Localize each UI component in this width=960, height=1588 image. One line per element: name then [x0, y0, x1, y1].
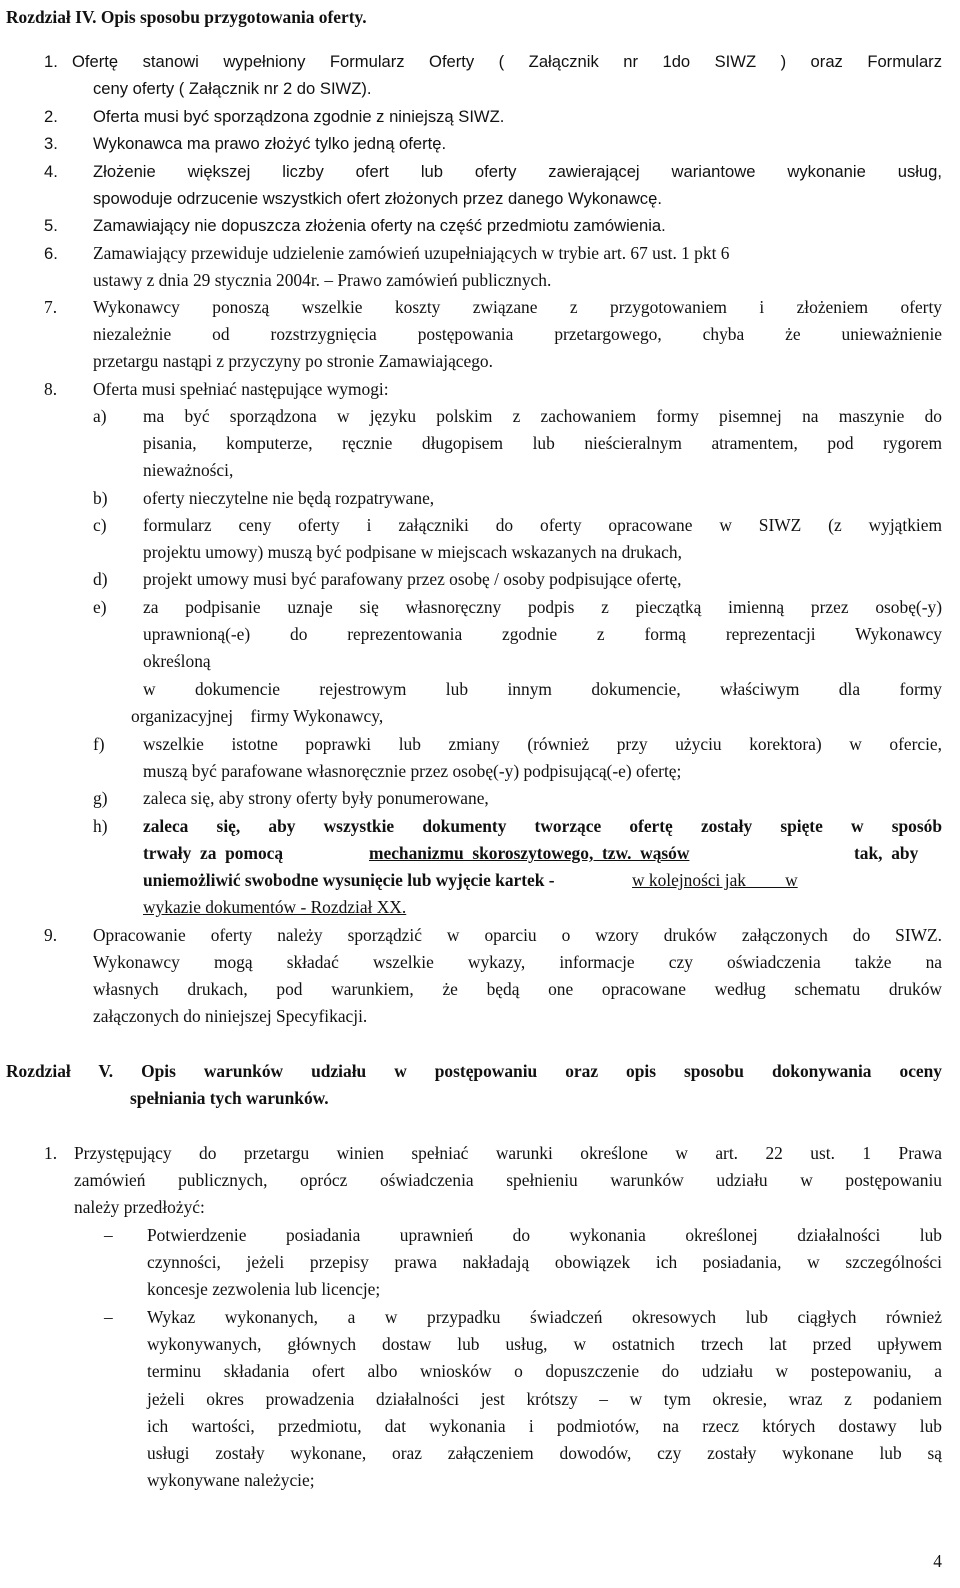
- sub-a-line-2: pisania, komputerze, ręcznie długopisem lub nieścieralnym atramentem, pod rygorem: [143, 433, 942, 453]
- item-4-line-1: Złożenie większej liczby ofert lub oferty zawierającej wariantowe wykonanie usług,: [93, 162, 942, 181]
- item-number: 7.: [44, 297, 58, 317]
- sub-d-line-1: projekt umowy musi być parafowany przez osobę / osoby podpisujące ofertę,: [143, 569, 682, 589]
- item-7-line-3: przetargu nastąpi z przyczyny po stronie Zamawiającego.: [93, 351, 493, 371]
- item-number: 9.: [44, 925, 58, 945]
- item-4-line-2: spowoduje odrzucenie wszystkich ofert złożonych przez danego Wykonawcę.: [93, 189, 662, 208]
- item-number: 1.: [44, 1143, 58, 1163]
- item-1-line-1: Ofertę stanowi wypełniony Formularz Oferty ( Załącznik nr 1do SIWZ ) oraz Formularz: [72, 52, 942, 71]
- sub-g-line-1: zaleca się, aby strony oferty były ponumerowane,: [143, 788, 489, 808]
- item-9-line-3: własnych drukach, pod warunkiem, że będą one opracowane według schematu druków: [93, 979, 942, 999]
- sub-c-line-2: projektu umowy) muszą być podpisane w miejscach wskazanych na drukach,: [143, 542, 682, 562]
- s5-item-1-line-2: zamówień publicznych, oprócz oświadczenia spełnieniu warunków udziału w postępowaniu: [74, 1170, 942, 1190]
- item-number: 4.: [44, 162, 58, 181]
- sub-a-line-3: nieważności,: [143, 460, 234, 480]
- sub-h-line-3b: w kolejności jak w: [632, 870, 798, 890]
- sub-letter: a): [93, 406, 107, 426]
- dash-1-line-1: Potwierdzenie posiadania uprawnień do wykonania określonej działalności lub: [147, 1225, 942, 1245]
- item-5-line-1: Zamawiający nie dopuszcza złożenia oferty na część przedmiotu zamówienia.: [93, 216, 666, 235]
- item-number: 6.: [44, 244, 58, 263]
- s5-item-1-line-3: należy przedłożyć:: [74, 1197, 205, 1217]
- dash-1-line-2: czynności, jeżeli przepisy prawa nakładają obowiązek ich posiadania, w szczególności: [147, 1252, 942, 1272]
- item-number: 2.: [44, 107, 58, 126]
- page-number: 4: [933, 1551, 942, 1571]
- dash-2-line-5: ich wartości, przedmiotu, dat wykonania i podmiotów, na rzecz których dostawy lub: [147, 1416, 942, 1436]
- sub-h-line-2c: tak, aby: [854, 843, 919, 863]
- sub-e-line-4: w dokumencie rejestrowym lub innym dokumencie, właściwym dla formy: [143, 679, 942, 699]
- item-number: 8.: [44, 379, 58, 399]
- sub-f-line-2: muszą być parafowane własnoręcznie przez osobę(-y) podpisującą(-e) ofertę;: [143, 761, 682, 781]
- item-2-line-1: Oferta musi być sporządzona zgodnie z niniejszą SIWZ.: [93, 107, 505, 126]
- dash-bullet: –: [104, 1225, 113, 1245]
- sub-e-line-3: określoną: [143, 651, 211, 671]
- item-7-line-1: Wykonawcy ponoszą wszelkie koszty związane z przygotowaniem i złożeniem oferty: [93, 297, 942, 317]
- dash-2-line-7: wykonywane należycie;: [147, 1470, 315, 1490]
- sub-e-line-1: za podpisanie uznaje się własnoręczny podpis z pieczątką imienną przez osobę(-y): [143, 597, 942, 617]
- sub-letter: e): [93, 597, 107, 617]
- item-3-line-1: Wykonawca ma prawo złożyć tylko jedną ofertę.: [93, 134, 447, 153]
- item-1-line-2: ceny oferty ( Załącznik nr 2 do SIWZ).: [93, 79, 372, 98]
- sub-letter: g): [93, 788, 108, 808]
- sub-letter: d): [93, 569, 108, 589]
- s5-item-1-line-1: Przystępujący do przetargu winien spełniać warunki określone w art. 22 ust. 1 Prawa: [74, 1143, 942, 1163]
- dash-2-line-2: wykonywanych, głównych dostaw lub usług, w ostatnich trzech lat przed upływem: [147, 1334, 942, 1354]
- dash-2-line-1: Wykaz wykonanych, a w przypadku świadczeń okresowych lub ciągłych również: [147, 1307, 942, 1327]
- section-4-title: Rozdział IV. Opis sposobu przygotowania oferty.: [6, 7, 367, 27]
- sub-h-line-4: wykazie dokumentów - Rozdział XX.: [143, 897, 407, 917]
- item-6-line-1: Zamawiający przewiduje udzielenie zamówień uzupełniających w trybie art. 67 ust. 1 pkt 6: [93, 243, 730, 263]
- dash-2-line-3: terminu składania ofert albo wniosków o dopuszczenie do udziału w postepowaniu, a: [147, 1361, 942, 1381]
- sub-letter: c): [93, 515, 107, 535]
- sub-c-line-1: formularz ceny oferty i załączniki do oferty opracowane w SIWZ (z wyjątkiem: [143, 515, 942, 535]
- item-number: 5.: [44, 216, 58, 235]
- dash-2-line-4: jeżeli okres prowadzenia działalności jest krótszy – w tym okresie, wraz z podaniem: [147, 1389, 942, 1409]
- item-8-line-1: Oferta musi spełniać następujące wymogi:: [93, 379, 389, 399]
- sub-h-line-2b: mechanizmu skoroszytowego, tzw. wąsów: [369, 843, 690, 863]
- section-5-title-line-1: Rozdział V. Opis warunków udziału w postępowaniu oraz opis sposobu dokonywania oceny: [6, 1061, 942, 1081]
- sub-h-line-2a: trwały za pomocą: [143, 843, 284, 863]
- sub-h-line-3a: uniemożliwić swobodne wysunięcie lub wyjęcie kartek -: [143, 870, 555, 890]
- item-7-line-2: niezależnie od rozstrzygnięcia postępowania przetargowego, chyba że unieważnienie: [93, 324, 942, 344]
- item-number: 1.: [44, 52, 58, 71]
- item-9-line-1: Opracowanie oferty należy sporządzić w oparciu o wzory druków załączonych do SIWZ.: [93, 925, 942, 945]
- item-9-line-2: Wykonawcy mogą składać wszelkie wykazy, informacje czy oświadczenia także na: [93, 952, 942, 972]
- sub-e-line-2: uprawnioną(-e) do reprezentowania zgodnie z formą reprezentacji Wykonawcy: [143, 624, 942, 644]
- sub-letter: h): [93, 816, 108, 836]
- sub-h-line-1: zaleca się, aby wszystkie dokumenty tworzące ofertę zostały spięte w sposób: [143, 816, 942, 836]
- item-number: 3.: [44, 134, 58, 153]
- dash-2-line-6: usługi zostały wykonane, oraz załączeniem dowodów, czy zostały wykonane lub są: [147, 1443, 942, 1463]
- sub-b-line-1: oferty nieczytelne nie będą rozpatrywane,: [143, 488, 435, 508]
- section-5-title-line-2: spełniania tych warunków.: [130, 1088, 329, 1108]
- sub-letter: f): [93, 734, 105, 754]
- sub-a-line-1: ma być sporządzona w języku polskim z zachowaniem formy pisemnej na maszynie do: [143, 406, 942, 426]
- sub-e-line-5: organizacyjnej firmy Wykonawcy,: [131, 706, 384, 726]
- dash-1-line-3: koncesje zezwolenia lub licencje;: [147, 1279, 381, 1299]
- item-6-line-2: ustawy z dnia 29 stycznia 2004r. – Prawo zamówień publicznych.: [93, 270, 552, 290]
- dash-bullet: –: [104, 1307, 113, 1327]
- item-9-line-4: załączonych do niniejszej Specyfikacji.: [93, 1006, 368, 1026]
- sub-letter: b): [93, 488, 108, 508]
- sub-f-line-1: wszelkie istotne poprawki lub zmiany (również przy użyciu korektora) w ofercie,: [143, 734, 942, 754]
